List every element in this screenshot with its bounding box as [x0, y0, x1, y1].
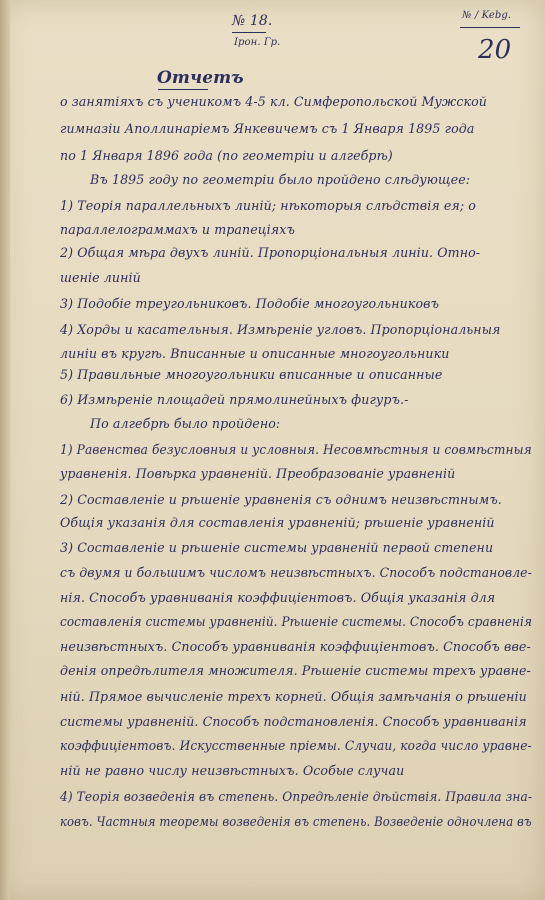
- geometry-line: 1) Теорія параллельныхъ линій; нѣкоторыя слѣдствія ея; о: [60, 198, 476, 213]
- geometry-heading: Въ 1895 году по геометріи было пройдено слѣдующее:: [90, 172, 471, 187]
- archive-mark: № / Kebg.: [462, 10, 512, 21]
- algebra-line: составленія системы уравненій. Рѣшеніе системы. Способъ сравненія: [60, 614, 533, 629]
- algebra-line: ковъ. Частныя теоремы возведенія въ степень. Возведеніе одночлена въ: [60, 814, 532, 829]
- intro-line: гимназіи Аполлинаріемъ Янкевичемъ съ 1 Января 1895 года: [60, 121, 475, 136]
- algebra-line: съ двумя и большимъ числомъ неизвѣстныхъ. Способъ подстановле-: [60, 565, 532, 580]
- archive-mark-underline: [460, 27, 520, 28]
- geometry-line: 2) Общая мѣра двухъ линій. Пропорціональныя линіи. Отно-: [60, 245, 481, 260]
- algebra-line: коэффиціентовъ. Искусственные пріемы. Случаи, когда число уравне-: [60, 738, 532, 753]
- document-number-underline: [232, 32, 266, 33]
- algebra-line: 4) Теорія возведенія въ степень. Опредѣленіе дѣйствія. Правила зна-: [60, 789, 533, 804]
- geometry-line: 6) Измѣреніе площадей прямолинейныхъ фигуръ.-: [60, 392, 409, 407]
- algebra-line: 2) Составленіе и рѣшеніе уравненія съ однимъ неизвѣстнымъ.: [60, 492, 502, 507]
- algebra-line: нія. Способъ уравниванія коэффиціентовъ. Общія указанія для: [60, 590, 496, 605]
- geometry-line: 5) Правильные многоугольники вписанные и описанные: [60, 367, 443, 382]
- algebra-line: системы уравненій. Способъ подстановленія. Способъ уравниванія: [60, 714, 527, 729]
- algebra-line: 3) Составленіе и рѣшеніе системы уравненій первой степени: [60, 540, 494, 555]
- algebra-line: ній не равно числу неизвѣстныхъ. Особые случаи: [60, 763, 405, 778]
- algebra-line: Общія указанія для составленія уравненій; рѣшеніе уравненій: [60, 515, 495, 530]
- intro-line: по 1 Января 1896 года (по геометріи и алгебрѣ): [60, 148, 393, 163]
- document-number: № 18.: [232, 13, 273, 29]
- page-number: 20: [478, 35, 512, 65]
- algebra-line: неизвѣстныхъ. Способъ уравниванія коэффиціентовъ. Способъ вве-: [60, 639, 531, 654]
- intro-line: о занятіяхъ съ ученикомъ 4-5 кл. Симферопольской Мужской: [60, 94, 487, 109]
- geometry-line: 4) Хорды и касательныя. Измѣреніе угловъ. Пропорціональныя: [60, 322, 501, 337]
- page-binding-edge: [0, 0, 10, 900]
- algebra-line: уравненія. Повѣрка уравненій. Преобразованіе уравненій: [60, 466, 456, 481]
- geometry-line: линіи въ кругѣ. Вписанные и описанные многоугольники: [60, 346, 450, 361]
- algebra-line: денія опредѣлителя множителя. Рѣшеніе системы трехъ уравне-: [60, 663, 531, 678]
- geometry-line: параллелограммахъ и трапеціяхъ: [60, 222, 295, 237]
- document-title-underline: [158, 89, 208, 90]
- algebra-line: ній. Прямое вычисленіе трехъ корней. Общія замѣчанія о рѣшеніи: [60, 689, 527, 704]
- document-sub-note: Ірон. Гр.: [234, 37, 281, 48]
- algebra-line: 1) Равенства безусловныя и условныя. Несовмѣстныя и совмѣстныя: [60, 442, 532, 457]
- algebra-heading: По алгебрѣ было пройдено:: [90, 416, 281, 431]
- geometry-line: шеніе линій: [60, 270, 141, 285]
- document-title: Отчетъ: [157, 68, 244, 88]
- geometry-line: 3) Подобіе треугольниковъ. Подобіе многоугольниковъ: [60, 296, 440, 311]
